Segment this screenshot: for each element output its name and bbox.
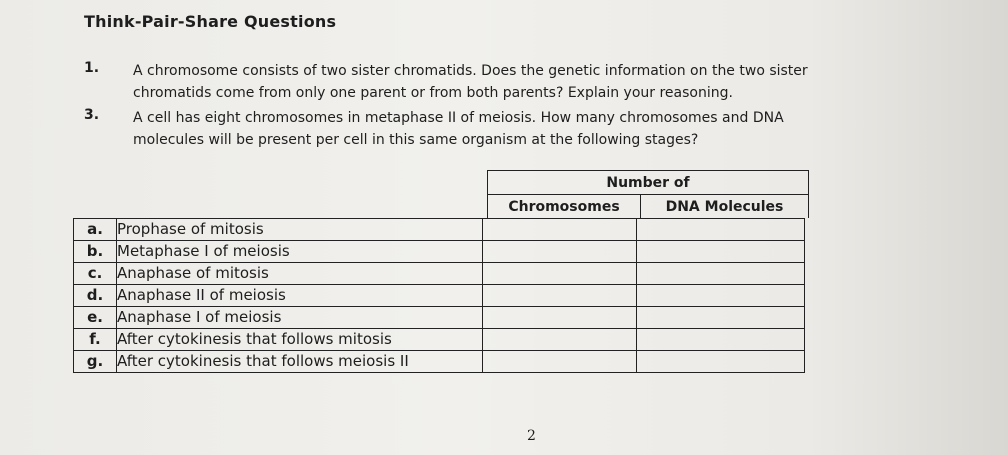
dna-answer-cell[interactable]: [637, 351, 805, 373]
question-line: molecules will be present per cell in this same organism at the following stages?: [133, 132, 699, 148]
stage-name: Metaphase I of meiosis: [117, 241, 483, 263]
table-row: [74, 285, 805, 307]
stage-name: Anaphase of mitosis: [117, 263, 483, 285]
question-number: 1.: [84, 60, 100, 76]
column-header-dna-molecules: DNA Molecules: [665, 199, 784, 215]
group-header: Number of: [488, 171, 808, 195]
stage-name: Anaphase II of meiosis: [117, 285, 483, 307]
row-letter: c.: [74, 263, 117, 285]
row-letter: d.: [74, 285, 117, 307]
stage-name: Anaphase I of meiosis: [117, 307, 483, 329]
stage-name: Prophase of mitosis: [117, 219, 483, 241]
dna-answer-cell[interactable]: [637, 285, 805, 307]
stages-table: [73, 218, 805, 373]
dna-answer-cell[interactable]: [637, 263, 805, 285]
chromosomes-answer-cell[interactable]: [483, 219, 637, 241]
stage-name: After cytokinesis that follows mitosis: [117, 329, 483, 351]
row-letter: b.: [74, 241, 117, 263]
table-row: [74, 241, 805, 263]
table-row: [74, 219, 805, 241]
question-number: 3.: [84, 107, 100, 123]
chromosomes-answer-cell[interactable]: [483, 241, 637, 263]
dna-answer-cell[interactable]: [637, 329, 805, 351]
table-row: [74, 263, 805, 285]
chromosomes-answer-cell[interactable]: [483, 307, 637, 329]
question-line: A cell has eight chromosomes in metaphase II of meiosis. How many chromosomes and DNA: [133, 110, 784, 126]
chromosomes-answer-cell[interactable]: [483, 351, 637, 373]
dna-answer-cell[interactable]: [637, 241, 805, 263]
row-letter: e.: [74, 307, 117, 329]
dna-answer-cell[interactable]: [637, 307, 805, 329]
page-number: 2: [527, 428, 536, 444]
page-title: Think-Pair-Share Questions: [84, 12, 337, 31]
question-line: A chromosome consists of two sister chromatids. Does the genetic information on the two sister: [133, 63, 808, 79]
table-row: [74, 351, 805, 373]
row-letter: a.: [74, 219, 117, 241]
question-line: chromatids come from only one parent or from both parents? Explain your reasoning.: [133, 85, 733, 101]
table-row: [74, 307, 805, 329]
table-row: [74, 329, 805, 351]
chromosomes-answer-cell[interactable]: [483, 285, 637, 307]
row-letter: f.: [74, 329, 117, 351]
question-text: [133, 60, 943, 104]
chromosomes-answer-cell[interactable]: [483, 263, 637, 285]
table-header: [487, 170, 809, 218]
dna-answer-cell[interactable]: [637, 219, 805, 241]
chromosomes-answer-cell[interactable]: [483, 329, 637, 351]
stage-name: After cytokinesis that follows meiosis II: [117, 351, 483, 373]
row-letter: g.: [74, 351, 117, 373]
column-header-chromosomes: Chromosomes: [488, 195, 641, 219]
question-text: [133, 107, 943, 151]
